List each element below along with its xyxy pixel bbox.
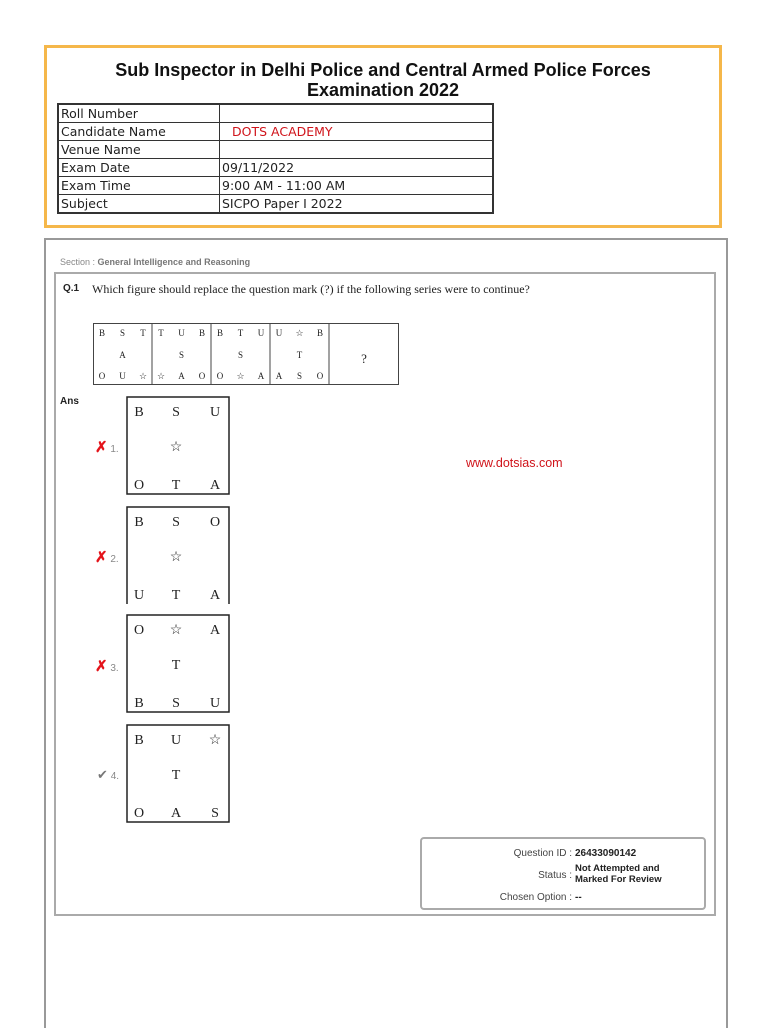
info-label: Candidate Name	[58, 123, 220, 141]
info-value	[220, 141, 494, 159]
info-label: Roll Number	[58, 104, 220, 123]
option-symbol: ☆	[169, 440, 183, 455]
option-symbol: A	[209, 588, 221, 603]
option-3-marker	[95, 657, 119, 675]
series-symbol: ☆	[138, 371, 148, 381]
series-symbol: T	[158, 328, 164, 338]
series-symbol: U	[178, 328, 185, 338]
series-symbol: T	[237, 328, 244, 338]
info-label: Subject	[58, 195, 220, 214]
option-2-figure	[126, 506, 230, 605]
option-4-marker	[97, 767, 119, 783]
status-value-line-2: Marked For Review	[575, 874, 662, 885]
correct-mark-icon: ✔	[97, 767, 108, 782]
answer-label: Ans	[60, 396, 79, 407]
series-symbol: S	[296, 371, 303, 381]
info-row-roll-number	[58, 104, 493, 123]
option-symbol: A	[209, 623, 221, 638]
option-symbol: B	[134, 696, 144, 711]
series-symbol: T	[296, 350, 303, 360]
section-name: General Intelligence and Reasoning	[97, 257, 251, 267]
option-symbol: A	[170, 806, 182, 821]
question-text: Which figure should replace the question mark (?) if the following series were to continue?	[92, 282, 530, 296]
option-symbol: ☆	[169, 623, 183, 638]
option-symbol: S	[172, 696, 180, 711]
option-symbol: B	[134, 405, 144, 420]
series-symbol: S	[178, 350, 185, 360]
series-symbol: U	[119, 371, 126, 381]
option-symbol: T	[171, 478, 181, 493]
question-series-figure	[93, 323, 399, 385]
website-watermark: www.dotsias.com	[466, 456, 563, 470]
option-symbol: S	[211, 806, 219, 821]
option-symbol: ☆	[169, 550, 183, 565]
series-symbol: A	[178, 371, 185, 381]
option-symbol: B	[134, 515, 144, 530]
series-symbol: U	[275, 328, 283, 338]
option-symbol: S	[172, 515, 180, 530]
series-symbol: O	[198, 371, 206, 381]
question-id-label: Question ID :	[513, 848, 572, 859]
option-symbol: T	[171, 768, 181, 783]
series-symbol: B	[198, 328, 206, 338]
option-1-figure	[126, 396, 230, 495]
series-symbol: B	[316, 328, 324, 338]
info-value	[220, 104, 494, 123]
question-id-value: 26433090142	[575, 848, 637, 859]
info-value: 9:00 AM - 11:00 AM	[220, 177, 494, 195]
option-3-figure	[126, 614, 230, 713]
wrong-mark-icon: ✗	[95, 549, 108, 566]
series-symbol: U	[257, 328, 265, 338]
info-label: Exam Time	[58, 177, 220, 195]
info-label: Exam Date	[58, 159, 220, 177]
option-symbol: T	[171, 658, 181, 673]
option-symbol: T	[171, 588, 181, 603]
info-row-venue-name	[58, 141, 493, 159]
option-symbol: O	[133, 806, 145, 821]
option-2-marker	[95, 548, 119, 566]
candidate-name-value: DOTS ACADEMY	[220, 123, 494, 141]
series-symbol: T	[140, 328, 146, 338]
info-value: SICPO Paper I 2022	[220, 195, 494, 214]
section-label	[60, 257, 250, 267]
chosen-option-label: Chosen Option :	[499, 892, 572, 903]
option-symbol: A	[209, 478, 221, 493]
series-symbol: A	[119, 350, 126, 360]
option-number: 3.	[110, 663, 119, 674]
info-row-subject	[58, 195, 493, 214]
series-symbol: B	[216, 328, 224, 338]
option-symbol: ☆	[208, 733, 222, 748]
info-label: Venue Name	[58, 141, 220, 159]
info-value: 09/11/2022	[220, 159, 494, 177]
series-symbol: A	[275, 371, 283, 381]
option-symbol: O	[133, 478, 145, 493]
series-symbol: ☆	[156, 371, 166, 381]
question-mark: ?	[361, 351, 367, 366]
series-symbol: S	[237, 350, 244, 360]
option-1-marker	[95, 438, 119, 456]
option-symbol: U	[209, 405, 221, 420]
info-row-candidate-name	[58, 123, 493, 141]
option-symbol: O	[133, 623, 145, 638]
question-number: Q.1	[63, 283, 80, 294]
wrong-mark-icon: ✗	[95, 439, 108, 456]
series-symbol: ☆	[295, 328, 304, 338]
question-info-box	[420, 837, 706, 910]
option-symbol: B	[134, 733, 144, 748]
series-symbol: B	[98, 328, 106, 338]
series-symbol: A	[257, 371, 265, 381]
info-row-exam-time	[58, 177, 493, 195]
option-symbol: U	[133, 588, 145, 603]
status-value-line-1: Not Attempted and	[575, 863, 660, 874]
option-symbol: U	[209, 696, 221, 711]
status-value	[575, 863, 662, 885]
exam-header	[44, 45, 722, 228]
series-symbol: S	[119, 328, 126, 338]
section-prefix: Section :	[60, 257, 98, 267]
chosen-option-value: --	[575, 892, 582, 903]
series-symbol: O	[98, 371, 106, 381]
option-symbol: O	[209, 515, 221, 530]
option-number: 4.	[110, 771, 120, 782]
status-label: Status :	[538, 870, 572, 881]
option-symbol: U	[170, 733, 182, 748]
option-4-figure	[126, 724, 230, 823]
series-symbol: ☆	[236, 371, 245, 381]
candidate-info-table	[57, 103, 494, 214]
exam-title: Sub Inspector in Delhi Police and Central Armed Police Forces Examination 2022	[115, 60, 651, 100]
option-number: 1.	[110, 444, 119, 455]
option-symbol: S	[172, 405, 180, 420]
info-row-exam-date	[58, 159, 493, 177]
wrong-mark-icon: ✗	[95, 658, 108, 675]
series-symbol: O	[216, 371, 224, 381]
option-number: 2.	[110, 554, 119, 565]
series-symbol: O	[316, 371, 324, 381]
